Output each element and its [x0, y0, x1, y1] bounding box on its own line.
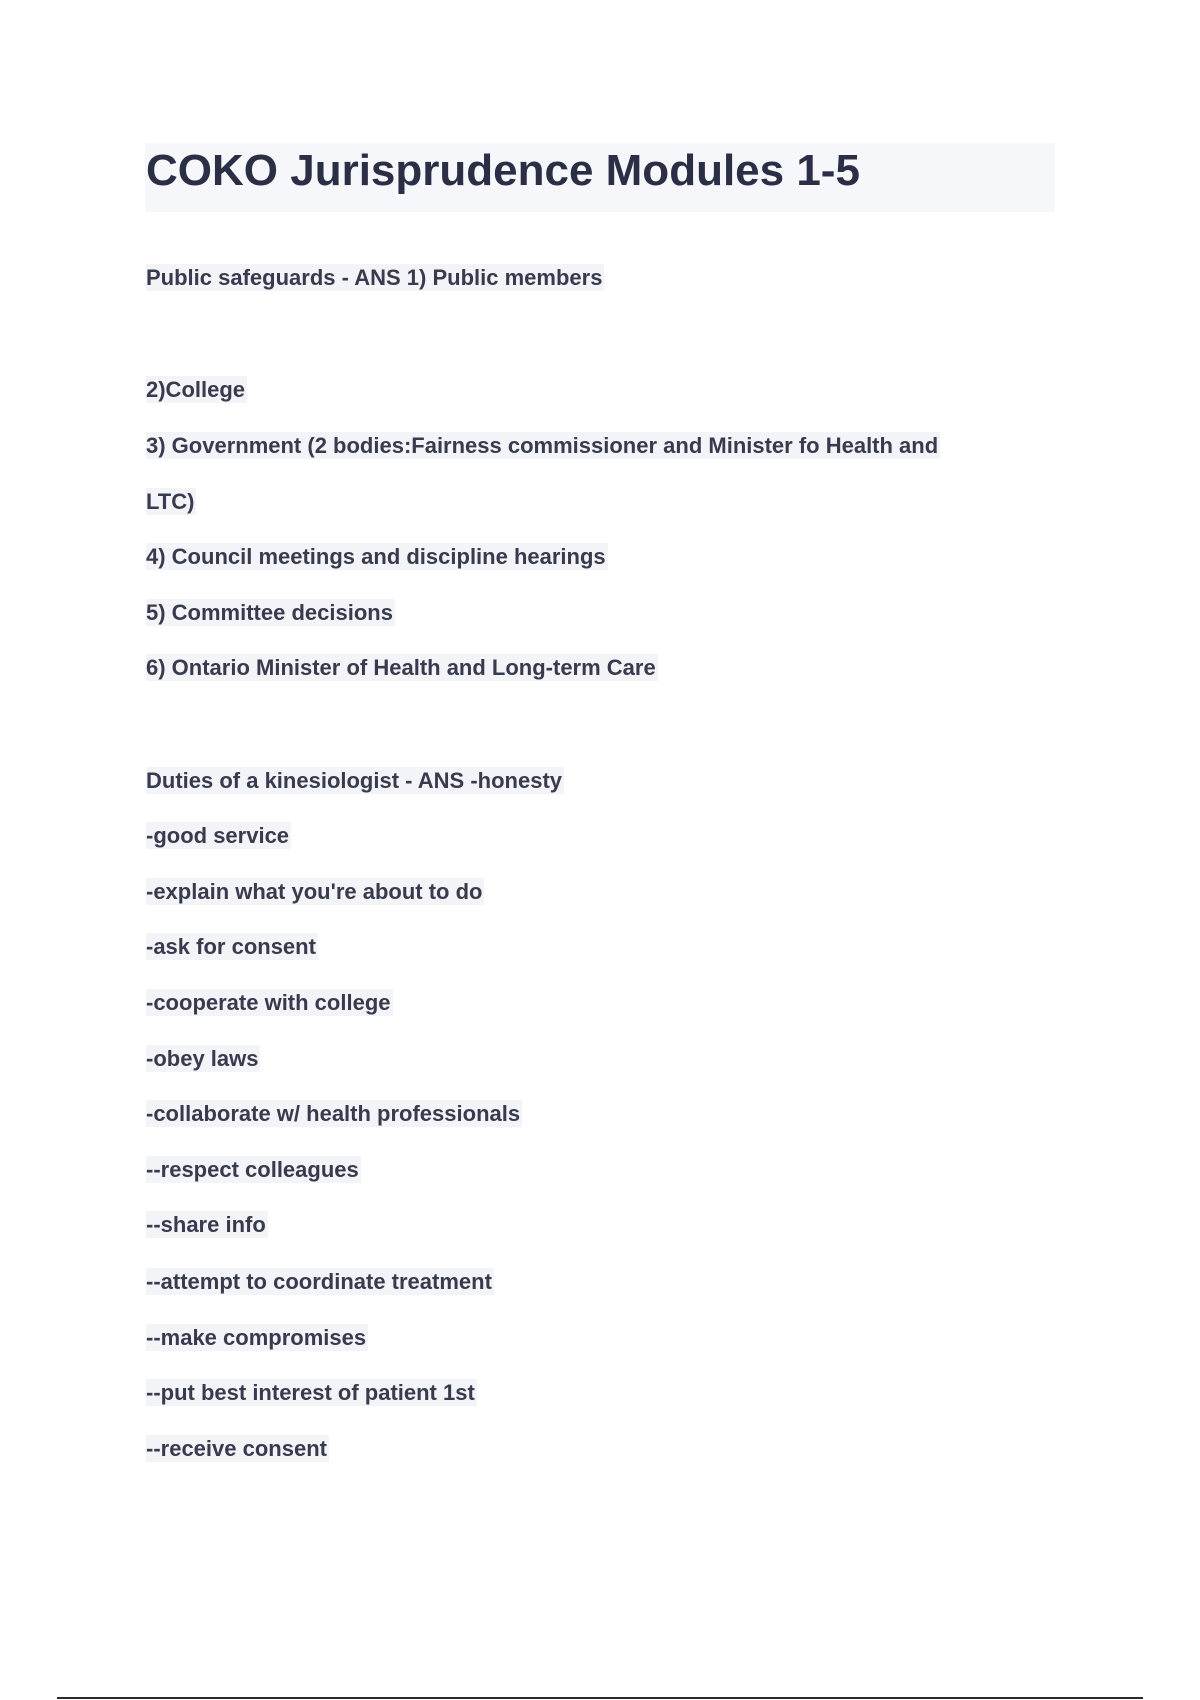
- text-line: [146, 822, 291, 850]
- text-line: [146, 1379, 477, 1407]
- text-line: [146, 543, 608, 571]
- text-line: [146, 488, 196, 516]
- line-text: -ask for consent: [146, 934, 316, 959]
- line-text: Public safeguards - ANS 1) Public members: [146, 265, 603, 290]
- line-text: -collaborate w/ health professionals: [146, 1101, 521, 1126]
- text-line: [146, 1100, 522, 1128]
- text-line: [146, 376, 247, 404]
- line-text: -explain what you're about to do: [146, 879, 483, 904]
- text-line: [146, 933, 318, 961]
- text-line: [146, 1435, 329, 1463]
- page-title: COKO Jurisprudence Modules 1-5: [146, 146, 860, 195]
- text-line: [146, 1211, 268, 1239]
- line-text: 5) Committee decisions: [146, 600, 393, 625]
- line-text: 4) Council meetings and discipline hearings: [146, 544, 606, 569]
- line-text: -cooperate with college: [146, 990, 391, 1015]
- text-line: [146, 1268, 494, 1296]
- line-text: --receive consent: [146, 1436, 327, 1461]
- line-text: 3) Government (2 bodies:Fairness commissioner and Minister fo Health and: [146, 433, 939, 458]
- line-text: --respect colleagues: [146, 1157, 359, 1182]
- text-line: [146, 1045, 260, 1073]
- text-line: [146, 878, 484, 906]
- text-line: [146, 654, 658, 682]
- line-text: LTC): [146, 489, 195, 514]
- text-line: [146, 599, 395, 627]
- line-text: -obey laws: [146, 1046, 259, 1071]
- text-line: [146, 1156, 361, 1184]
- line-text: --make compromises: [146, 1325, 367, 1350]
- line-text: -good service: [146, 823, 290, 848]
- line-text: --share info: [146, 1212, 266, 1237]
- line-text: 6) Ontario Minister of Health and Long-term Care: [146, 655, 656, 680]
- text-line: [146, 1324, 368, 1352]
- line-text: --put best interest of patient 1st: [146, 1380, 475, 1405]
- line-text: 2)College: [146, 377, 246, 402]
- text-line: [146, 767, 564, 795]
- line-text: Duties of a kinesiologist - ANS -honesty: [146, 768, 563, 793]
- footer-divider: [57, 1697, 1143, 1699]
- text-line: [146, 432, 940, 460]
- text-line: [146, 989, 393, 1017]
- line-text: --attempt to coordinate treatment: [146, 1269, 492, 1294]
- text-line: [146, 264, 604, 292]
